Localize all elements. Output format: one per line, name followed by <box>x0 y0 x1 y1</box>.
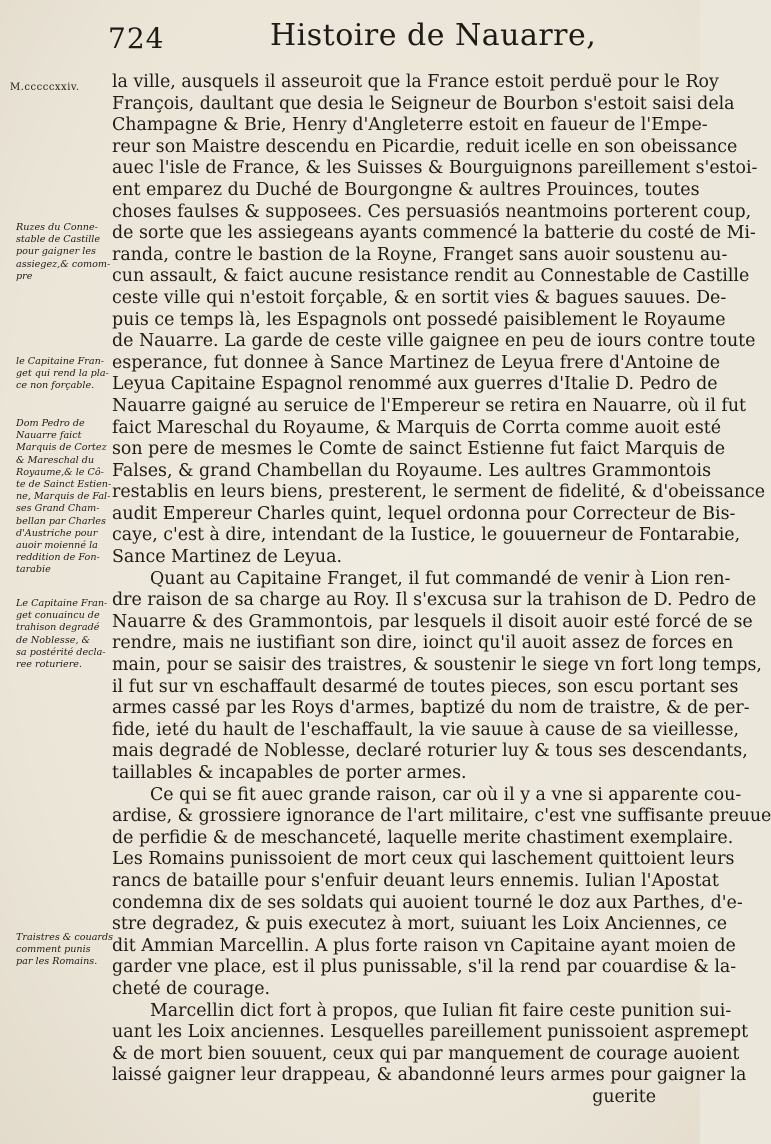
note-line: ses Grand Cham- <box>16 503 100 515</box>
note-line: de Noblesse, & <box>16 634 91 646</box>
note-line: get conuaincu de <box>16 610 100 622</box>
text-line: rancs de bataille pour s'enfuir deuant leurs ennemis. Iulian l'Apostat <box>112 870 719 891</box>
note-line: ne, Marquis de Fal- <box>16 491 111 503</box>
text-line: fide, ieté du hault de l'eschaffault, la vie sauue à cause de sa vieillesse, <box>112 719 740 740</box>
text-line: la ville, ausquels il asseuroit que la France estoit perduë pour le Roy <box>112 72 719 92</box>
side-note-traistres <box>16 932 114 969</box>
note-line: Traistres & couards <box>16 932 114 943</box>
side-note-franget <box>16 598 114 671</box>
text-line: uant les Loix anciennes. Lesquelles pareillement punissoient aspremept <box>112 1022 749 1043</box>
note-line: le Capitaine Fran- <box>16 356 104 367</box>
text-line: puis ce temps là, les Espagnols ont possedé paisiblement le Royaume <box>112 309 726 330</box>
text-line: Nauarre gaigné au seruice de l'Empereur se retira en Nauarre, où il fut <box>112 395 747 416</box>
text-line: Falses, & grand Chambellan du Royaume. Les aultres Grammontois <box>112 460 711 481</box>
note-line: ce non forçable. <box>16 380 95 392</box>
text-line: dre raison de sa charge au Roy. Il s'excusa sur la trahison de D. Pedro de <box>112 590 757 611</box>
text-line: laissé gaigner leur drappeau, & abandonné leurs armes pour gaigner la <box>112 1065 747 1086</box>
text-line: cheté de courage. <box>112 978 271 999</box>
text-line: choses faulses & supposees. Ces persuasiós neantmoins porterent coup, <box>112 201 752 222</box>
text-line: Nauarre & des Grammontois, par lesquels il disoit auoir esté forcé de se <box>112 611 753 632</box>
text-line: dit Ammian Marcellin. A plus forte raison vn Capitaine ayant moien de <box>112 935 736 956</box>
note-line: Le Capitaine Fran- <box>16 598 108 609</box>
text-line: stre degradez, & puis executez à mort, suiuant les Loix Anciennes, ce <box>112 914 728 935</box>
note-line: trahison degradé <box>16 622 100 634</box>
note-line: get qui rend la pla- <box>16 368 109 380</box>
main-text <box>112 72 771 1109</box>
text-line: de Nauarre. La garde de ceste ville gaignee en peu de iours contre toute <box>112 331 756 352</box>
text-line: armes cassé par les Roys d'armes, baptizé du nom de traistre, & de per- <box>112 698 750 719</box>
text-line: ardise, & grossiere ignorance de l'art militaire, c'est vne suffisante preuue <box>112 806 771 827</box>
note-line: & Mareschal du <box>16 454 95 466</box>
text-line: taillables & incapables de porter armes. <box>112 763 467 783</box>
note-line: d'Austriche pour <box>16 527 98 539</box>
text-line: restablis en leurs biens, presterent, le serment de fidelité, & d'obeissance <box>112 482 766 503</box>
running-title: Histoire de Nauarre, <box>270 18 597 53</box>
side-note-pedro <box>16 418 114 577</box>
note-line: Ruzes du Conne- <box>16 222 98 233</box>
note-line: assiegez,& comom- <box>16 258 111 270</box>
text-line: & de mort bien souuent, ceux qui par manquement de courage auoient <box>112 1043 740 1064</box>
note-line: te de Sainct Estien- <box>16 479 112 491</box>
note-line: stable de Castille <box>16 234 101 246</box>
text-line: cun assault, & faict aucune resistance rendit au Connestable de Castille <box>112 266 750 287</box>
text-line: randa, contre le bastion de la Royne, Franget sans auoir soustenu au- <box>112 244 728 265</box>
note-line: ree roturiere. <box>16 659 83 671</box>
note-line: auoir moienné la <box>16 540 98 552</box>
text-line: faict Mareschal du Royaume, & Marquis de Corrta comme auoit esté <box>112 417 722 438</box>
note-line: reddition de Fon- <box>16 552 100 564</box>
text-line: auec l'isle de France, & les Suisses & Bourguignons pareillement s'estoi- <box>112 158 758 179</box>
text-line: garder vne place, est il plus punissable, s'il la rend par couardise & la- <box>112 957 737 978</box>
text-line: Quant au Capitaine Franget, il fut commandé de venir à Lion ren- <box>150 568 731 589</box>
text-line: de sorte que les assiegeans ayants commencé la batterie du costé de Mi- <box>112 223 756 244</box>
note-line: Nauarre faict <box>16 430 82 442</box>
text-line: François, daultant que desia le Seigneur de Bourbon s'estoit saisi dela <box>112 93 735 114</box>
margin-year: M.cccccxxiv. <box>10 82 80 93</box>
note-line: bellan par Charles <box>16 515 106 527</box>
text-line: condemna dix de ses soldats qui auoient tourné le doz aux Parthes, d'e- <box>112 892 743 913</box>
text-line: ent emparez du Duché de Bourgongne & aultres Prouinces, toutes <box>112 179 700 200</box>
text-line: Les Romains punissoient de mort ceux qui laschement quittoient leurs <box>112 849 735 870</box>
note-line: Marquis de Cortez <box>16 442 107 454</box>
text-line: son pere de mesmes le Comte de sainct Estienne fut faict Marquis de <box>112 439 726 460</box>
text-line: audit Empereur Charles quint, lequel ordonna pour Correcteur de Bis- <box>112 503 736 524</box>
note-line: comment punis <box>16 944 91 956</box>
page-number: 724 <box>108 22 165 55</box>
text-line: Ce qui se fit auec grande raison, car où il y a vne si apparente cou- <box>150 784 742 805</box>
note-line: Dom Pedro de <box>16 418 85 429</box>
side-note-ruses <box>16 222 114 283</box>
text-line: guerite <box>592 1086 656 1107</box>
note-line: pour gaigner les <box>16 246 96 258</box>
text-line: ceste ville qui n'estoit forçable, & en sortit vies & bagues sauues. De- <box>112 287 727 308</box>
text-line: Leyua Capitaine Espagnol renommé aux guerres d'Italie D. Pedro de <box>112 374 718 395</box>
text-line: caye, c'est à dire, intendant de la Iustice, le gouuerneur de Fontarabie, <box>112 525 741 546</box>
text-line: de perfidie & de meschanceté, laquelle merite chastiment exemplaire. <box>112 827 734 848</box>
note-line: Royaume,& le Cô- <box>16 466 104 478</box>
text-line: esperance, fut donnee à Sance Martinez de Leyua frere d'Antoine de <box>112 352 721 373</box>
note-line: par les Romains. <box>16 956 98 968</box>
text-line: Sance Martinez de Leyua. <box>112 547 342 568</box>
text-line: rendre, mais ne iustifiant son dire, ioinct qu'il auoit assez de forces en <box>112 633 734 654</box>
side-note-capitaine <box>16 356 114 393</box>
text-line: Champagne & Brie, Henry d'Angleterre estoit en faueur de l'Empe- <box>112 115 708 136</box>
text-line: il fut sur vn eschaffault desarmé de toutes pieces, son escu portant ses <box>112 676 739 697</box>
note-line: sa postérité decla- <box>16 646 106 658</box>
note-line: tarabie <box>16 564 51 576</box>
note-line: pre <box>16 270 33 282</box>
text-line: mais degradé de Noblesse, declaré roturier luy & tous ses descendants, <box>112 741 748 762</box>
text-line: Marcellin dict fort à propos, que Iulian fit faire ceste punition sui- <box>150 1000 732 1021</box>
text-line: main, pour se saisir des traistres, & soustenir le siege vn fort long temps, <box>112 655 762 676</box>
text-line: reur son Maistre descendu en Picardie, reduit icelle en son obeissance <box>112 136 738 157</box>
